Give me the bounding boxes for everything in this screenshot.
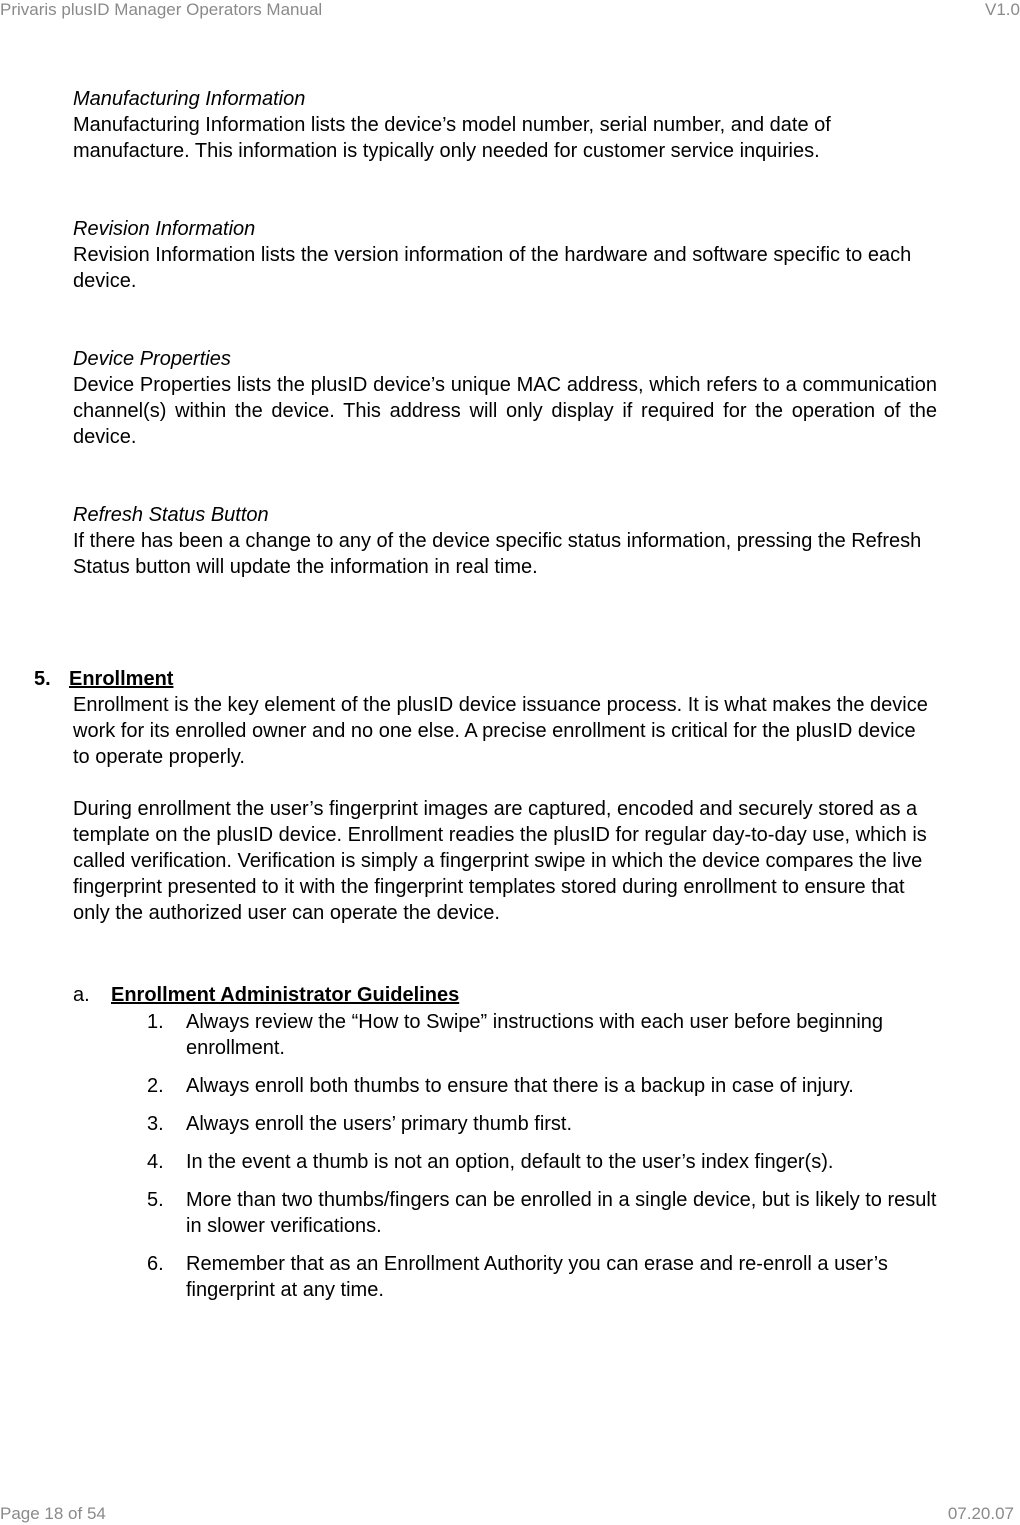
section-device-properties xyxy=(73,346,937,450)
guidelines-list xyxy=(147,1009,937,1315)
list-number: 3. xyxy=(147,1113,164,1135)
section-body: If there has been a change to any of the device specific status information, pressing the Refresh Status button will update the information in real time. xyxy=(73,530,922,578)
list-text: Always review the “How to Swipe” instructions with each user before beginning enrollment. xyxy=(186,1011,884,1059)
list-text: In the event a thumb is not an option, default to the user’s index finger(s). xyxy=(186,1151,834,1173)
list-item xyxy=(147,1111,937,1137)
enrollment-heading xyxy=(34,666,173,692)
section-body: Manufacturing Information lists the device’s model number, serial number, and date of manufacture. This information is typically only needed for customer service inquiries. xyxy=(73,114,831,162)
list-text: Always enroll both thumbs to ensure that there is a backup in case of injury. xyxy=(186,1075,854,1097)
list-number: 4. xyxy=(147,1151,164,1173)
section-title: Revision Information xyxy=(73,218,256,240)
enrollment-body xyxy=(73,692,937,952)
guidelines-letter: a. xyxy=(73,984,90,1006)
list-text: Always enroll the users’ primary thumb first. xyxy=(186,1113,573,1135)
device-info-sections xyxy=(73,86,937,632)
enrollment-number: 5. xyxy=(34,668,51,690)
list-number: 2. xyxy=(147,1075,164,1097)
section-revision xyxy=(73,216,937,294)
list-number: 1. xyxy=(147,1011,164,1033)
section-title: Manufacturing Information xyxy=(73,88,306,110)
section-title: Device Properties xyxy=(73,348,231,370)
list-number: 6. xyxy=(147,1253,164,1275)
list-item xyxy=(147,1073,937,1099)
section-title: Refresh Status Button xyxy=(73,504,269,526)
section-manufacturing xyxy=(73,86,937,164)
list-number: 5. xyxy=(147,1189,164,1211)
footer-page-number: Page 18 of 54 xyxy=(0,1504,106,1523)
list-text: Remember that as an Enrollment Authority you can erase and re-enroll a user’s fingerprint at any time. xyxy=(186,1253,888,1301)
guidelines-heading xyxy=(73,982,459,1008)
list-item xyxy=(147,1009,937,1061)
enrollment-paragraph: During enrollment the user’s fingerprint images are captured, encoded and securely stored as a template on the plusID device. Enrollment readies the plusID for regular day-to-day use, which is called verification. Verification is simply a fingerprint swipe in which the device compares the live fingerprint presented to it with the fingerprint templates stored during enrollment to ensure that only the authorized user can operate the device. xyxy=(73,798,927,924)
section-body: Device Properties lists the plusID device’s unique MAC address, which refers to a communication channel(s) within the device. This address will only display if required for the operation of the device. xyxy=(73,374,937,448)
enrollment-title: Enrollment xyxy=(69,668,174,690)
guidelines-title: Enrollment Administrator Guidelines xyxy=(111,984,460,1006)
list-text: More than two thumbs/fingers can be enrolled in a single device, but is likely to result in slower verifications. xyxy=(186,1189,937,1237)
list-item xyxy=(147,1149,937,1175)
header-title: Privaris plusID Manager Operators Manual xyxy=(0,0,323,19)
enrollment-paragraph: Enrollment is the key element of the plusID device issuance process. It is what makes the device work for its enrolled owner and no one else. A precise enrollment is critical for the plusID device to operate properly. xyxy=(73,694,928,768)
list-item xyxy=(147,1251,937,1303)
section-refresh-status xyxy=(73,502,937,580)
list-item xyxy=(147,1187,937,1239)
header-version: V1.0 xyxy=(985,0,1020,19)
footer-date: 07.20.07 xyxy=(947,1504,1014,1523)
section-body: Revision Information lists the version information of the hardware and software specific to each device. xyxy=(73,244,912,292)
